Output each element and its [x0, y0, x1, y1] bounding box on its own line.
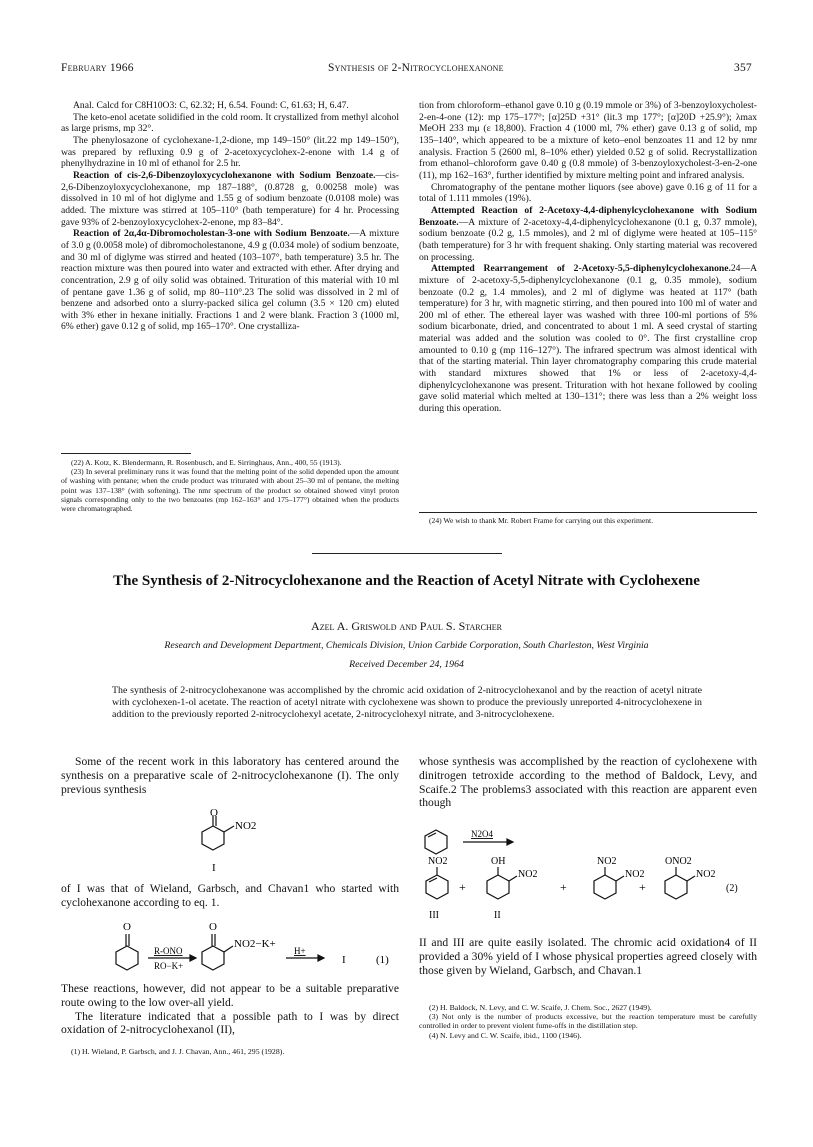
paragraph: Anal. Calcd for C8H10O3: C, 62.32; H, 6.54. Found: C, 61.63; H, 6.47.: [73, 100, 349, 111]
product-label: I: [342, 954, 346, 966]
footnote: (4) N. Levy and C. W. Scaife, ibid., 1100 (1946).: [429, 1030, 582, 1040]
body-paragraph: II and III are quite easily isolated. The chromic acid oxidation4 of II provided a 30% yield of I whose physical properties agreed closely with those given by Wieland, Garbsch, and Chavan.1: [419, 936, 757, 977]
paragraph: Reaction of 2α,4α-Dibromocholestan-3-one with Sodium Benzoate.—A mixture of 3.0 g (0.0058 mole) of dibromocholestanone, 4.9 g (0.034 mole) of sodium benzoate, and 30 ml of diglyme was stirred and heated (103–107°, bath temperature) 3.5 hr. The reaction mixture was then poured into water and extracted with ether. After drying and concentration, 2.9 g of oily solid was obtained. Trituration of this material with 10 ml of pentane gave 1.36 g of solid, mp 80–110°.23 The solid was dissolved in 2 ml of benzene and adsorbed onto a slurry-packed silica gel column (3.5 × 120 cm) eluted with 3% ether in hexane initially. Fractions 1 and 2 were blank. Fraction 3 (1000 ml, 6% ether) gave 0.12 g of solid, mp 165–170°. One crystalliza-: [61, 228, 399, 333]
reagent-label: R-ONO: [154, 946, 183, 956]
acid-label: H+: [294, 946, 306, 956]
section-heading: Reaction of cis-2,6-Dibenzoyloxycyclohexanone with Sodium Benzoate.: [73, 169, 376, 181]
body-paragraph: Some of the recent work in this laboratory has centered around the synthesis on a preparative scale of 2-nitrocyclohexanone (I). The only previous synthesis: [61, 755, 399, 796]
footnote: (22) A. Kotz, K. Blendermann, R. Rosenbusch, and E. Sirringhaus, Ann., 400, 55 (1913).: [71, 458, 342, 467]
received-date: Received December 24, 1964: [349, 659, 464, 670]
nitro-group-label: NO2: [696, 869, 716, 880]
equation-1-scheme: [108, 918, 403, 980]
section-heading: Attempted Rearrangement of 2-Acetoxy-5,5-diphenylcyclohexanone.: [431, 263, 731, 275]
nitro-group-label: NO2: [235, 820, 257, 832]
carbonyl-oxygen-label: O: [209, 921, 217, 933]
nitro-group-label: NO2: [625, 869, 645, 880]
paragraph: The keto-enol acetate solidified in the cold room. It crystallized from methyl alcohol as large prisms, mp 32°.: [61, 111, 399, 135]
plus-sign: +: [639, 880, 646, 894]
compound-label-II: II: [494, 910, 501, 921]
paragraph: Attempted Reaction of 2-Acetoxy-4,4-diphenylcyclohexanone with Sodium Benzoate.—A mixture of 2-acetoxy-4,4-diphenylcyclohexanone (0.1 g, 0.37 mmole), sodium benzoate (0.2 g, 1.5 mmoles), and 2 ml of diglyme were heated at 105–115° (bath temperature) for 3 hr with frequent shaking. Only starting material was recovered on processing.: [419, 204, 757, 263]
carbonyl-oxygen-label: O: [123, 921, 131, 933]
reagent-label: RO−K+: [154, 961, 184, 971]
running-header-title: Synthesis of 2-Nitrocyclohexanone: [328, 62, 504, 74]
nitro-group-label: NO2: [597, 856, 617, 867]
nitrate-ester-label: ONO2: [665, 856, 692, 867]
footnote: (24) We wish to thank Mr. Robert Frame for carrying out this experiment.: [429, 516, 654, 525]
carbonyl-oxygen-label: O: [210, 808, 218, 819]
equation-number: (1): [376, 954, 389, 966]
body-paragraph: whose synthesis was accomplished by the reaction of cyclohexene with dinitrogen tetroxide according to the method of Baldock, Levy, and Scaife.2 The problems3 associated with this reaction are apparent even though: [419, 755, 757, 810]
compound-label-III: III: [429, 910, 439, 921]
footnote: (2) H. Baldock, N. Levy, and C. W. Scaife, J. Chem. Soc., 2627 (1949).: [429, 1003, 652, 1012]
footnote: (3) Not only is the number of products excessive, but the reaction temperature must be carefully controlled in order to prevent violent fume-offs in the distillation step.: [419, 1012, 757, 1031]
paragraph: Chromatography of the pentane mother liquors (see above) gave 0.16 g of 11 for a total of 1.111 mmoles (19%).: [419, 181, 757, 205]
plus-sign: +: [560, 880, 567, 894]
paragraph: Attempted Rearrangement of 2-Acetoxy-5,5-diphenylcyclohexanone.24—A mixture of 2-acetoxy-5,5-diphenylcyclohexanone (0.1 g, 0.35 mmole), sodium benzoate (0.2 g, 1.4 mmoles), and 2 ml of diglyme was heated at 117° (bath temperature) for 3 hr, with magnetic stirring, and then poured into 100 ml of water and 200 ml of ether. The ethereal layer was washed with three 100-ml portions of 5% sodium bicarbonate, dried, and concentrated to about 1 ml. A seed crystal of starting material was added and the solution was cooled to 0°. The first crystalline crop amounted to 0.10 g (mp 116–127°). The infrared spectrum was almost identical with that of the starting material. Thin layer chromatography comparing this crude material with standard mixtures showed that 1% or less of 2-acetoxy-4,4-diphenylcyclohexanone was present. Trituration with hot hexane followed by cooling gave solid material which melted at 130–131°; there was less than a 2% weight loss during this operation.: [419, 263, 757, 415]
abstract: The synthesis of 2-nitrocyclohexanone was accomplished by the chromic acid oxidation of 2-nitrocyclohexanol and by the reaction of acetyl nitrate with cyclohexen-1-ol acetate. The reaction of acetyl nitrate with cyclohexene was shown to produce the previously unreported 4-nitrocyclohexene in addition to the previously reported 2-nitrocyclohexyl acetate, 2-nitrocyclohexyl nitrate, and 3-nitrocyclohexene.: [112, 685, 702, 720]
plus-sign: +: [459, 880, 466, 894]
nitronate-salt-label: NO2−K+: [234, 938, 276, 950]
experimental-column-right: [419, 100, 757, 415]
hydroxyl-label: OH: [491, 856, 506, 867]
article-authors: Azel A. Griswold and Paul S. Starcher: [311, 619, 502, 633]
footnotes-right: [419, 516, 757, 525]
paragraph: The phenylosazone of cyclohexane-1,2-dione, mp 149–150° (lit.22 mp 149–150°), was prepared by refluxing 0.9 g of 2-acetoxycyclohex-2-enone with 1.4 g of phenylhydrazine in 10 ml of ethanol for 2.5 hr.: [61, 134, 399, 170]
footnotes-left: [61, 458, 399, 513]
footnotes-body-right: [419, 1003, 757, 1040]
nitro-group-label: NO2: [518, 869, 538, 880]
section-heading: Attempted Reaction of 2-Acetoxy-4,4-diphenylcyclohexanone with Sodium Benzoate.: [419, 204, 757, 228]
article-title: The Synthesis of 2-Nitrocyclohexanone and the Reaction of Acetyl Nitrate with Cyclohexene: [113, 573, 700, 589]
footnote: (23) In several preliminary runs it was found that the melting point of the solid depended upon the amount of washing with pentane; when the crude product was triturated with about 25–30 ml of pentane, the melting point was 137–138° (with softening). The nmr spectrum of the product so obtained showed vinyl proton signals corresponding only to the two benzoates (mp 162–163° and 175–177°) obtained when the products were chromatographed.: [61, 467, 399, 514]
compound-label-I: I: [212, 862, 216, 874]
equation-number: (2): [726, 883, 738, 894]
body-paragraph: These reactions, however, did not appear to be a suitable preparative route owing to the low over-all yield. The literature indicated that a possible path to I was by direct oxidation of 2-nitrocyclohexanol (II),: [61, 982, 399, 1037]
article-affiliation: Research and Development Department, Chemicals Division, Union Carbide Corporation, South Charleston, West Virginia: [164, 640, 649, 651]
experimental-column-left: [61, 100, 399, 333]
nitro-group-label: NO2: [428, 856, 448, 867]
paragraph: Reaction of cis-2,6-Dibenzoyloxycyclohexanone with Sodium Benzoate.—cis-2,6-Dibenzoyloxycyclohexanone, mp 187–188°, (0.8728 g, 0.00258 mole) was dissolved in 10 ml of hot diglyme and 1.55 g of sodium benzoate (0.0108 mole) was added. The mixture was stirred at 105–110° (bath temperature) for 4 hr. Processing gave 93% of 2-benzoyloxycyclohex-2-enone, mp 83–84°.: [61, 169, 399, 228]
section-heading: Reaction of 2α,4α-Dibromocholestan-3-one with Sodium Benzoate.: [73, 228, 350, 240]
structure-compound-I: [180, 808, 300, 878]
equation-2-scheme: [419, 822, 757, 930]
running-header-date: February 1966: [61, 62, 134, 74]
reagent-label: N2O4: [471, 829, 493, 839]
page-number: 357: [734, 62, 752, 74]
paragraph: tion from chloroform–ethanol gave 0.10 g (0.19 mmole or 3%) of 3-benzoyloxycholest-2-en-4-one (12): mp 175–177°; [α]25D +31° (lit.3 mp 177°; [α]20D +25.9°); λmax MeOH 233 mμ (ε 18,800). Fraction 4 (1000 ml, 7% ether) gave 0.13 g of solid, mp 135–140°, which appeared to be a mixture of keto–enol benzoates 11 and 12 by nmr analysis. Fraction 5 (2600 ml, 8–10% ether) yielded 0.52 g of solid. Recrystallization from ethanol–chloroform gave 0.40 g (0.8 mmole) of 3-benzoyloxycholest-3-en-2-one (11), mp 162–163°, further identified by mixture melting point and infrared analysis.: [419, 100, 757, 181]
article-separator: [312, 553, 502, 554]
body-paragraph: of I was that of Wieland, Garbsch, and Chavan1 who started with cyclohexanone according to eq. 1.: [61, 882, 399, 909]
footnote-rule: [61, 453, 191, 454]
footnote-rule: [419, 512, 757, 513]
footnote: (1) H. Wieland, P. Garbsch, and J. J. Chavan, Ann., 461, 295 (1928).: [71, 1047, 285, 1056]
